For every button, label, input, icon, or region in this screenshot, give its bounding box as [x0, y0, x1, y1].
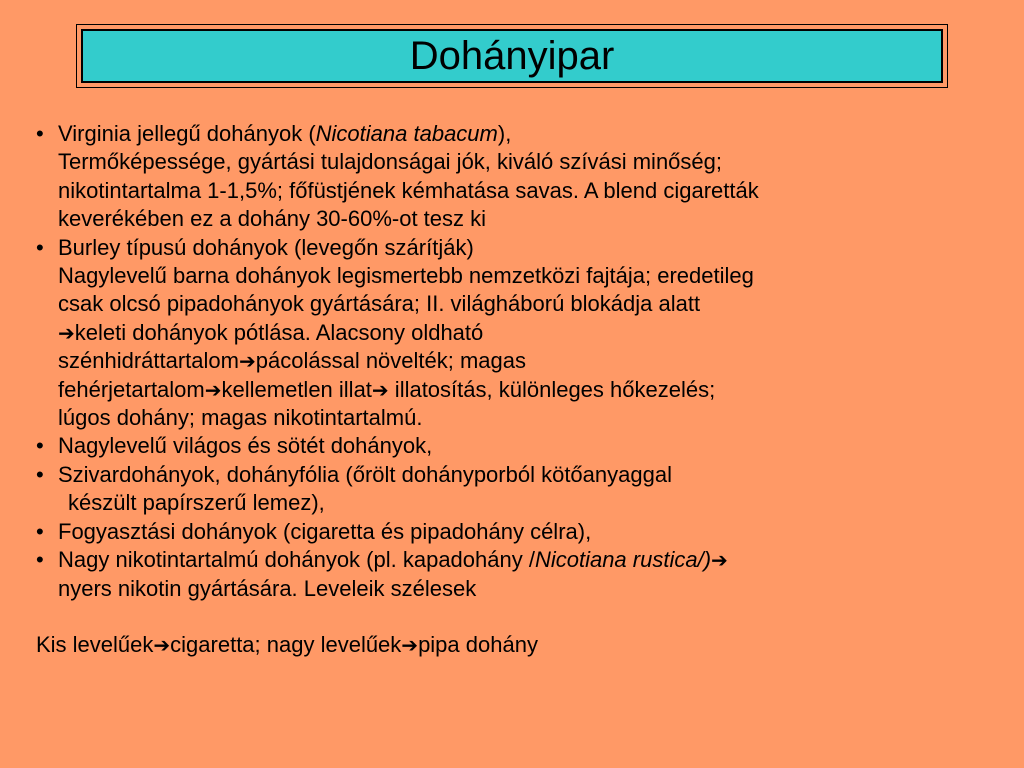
bullet-icon: •	[36, 518, 44, 544]
title-banner	[81, 29, 943, 83]
bullet-item-burley	[36, 234, 996, 433]
item-line: fehérjetartalom➔kellemetlen illat➔ illatosítás, különleges hőkezelés;	[58, 376, 716, 402]
bullet-item-fogyasztasi	[36, 518, 996, 546]
arrow-right-icon: ➔	[371, 377, 389, 402]
item-line: készült papírszerű lemez),	[68, 490, 325, 516]
title-frame	[76, 24, 948, 88]
spacer	[36, 603, 996, 631]
item-line: Nagylevelű barna dohányok legismertebb nemzetközi fajtája; eredetileg	[58, 263, 754, 289]
arrow-right-icon: ➔	[58, 320, 75, 345]
item-line: nikotintartalma 1-1,5%; főfüstjének kémhatása savas. A blend cigaretták	[58, 177, 759, 203]
arrow-right-icon: ➔	[711, 548, 728, 573]
slide-title: Dohányipar	[409, 34, 615, 78]
item-line: Virginia jellegű dohányok (Nicotiana tabacum),	[58, 121, 512, 146]
item-line: Termőképessége, gyártási tulajdonságai jók, kiváló szívási minőség;	[58, 149, 722, 175]
item-line: Szivardohányok, dohányfólia (őrölt dohányporból kötőanyaggal	[58, 461, 672, 487]
bullet-item-szivar	[36, 461, 996, 518]
bullet-icon: •	[36, 121, 44, 146]
slide-body	[36, 120, 996, 660]
item-line: Nagy nikotintartalmú dohányok (pl. kapadohány /Nicotiana rustica/)➔	[58, 547, 728, 573]
bullet-item-nagyleveli	[36, 432, 996, 460]
item-line: lúgos dohány; magas nikotintartalmú.	[58, 405, 423, 431]
item-line: ➔keleti dohányok pótlása. Alacsony oldható	[58, 319, 484, 345]
bullet-icon: •	[36, 433, 44, 459]
bullet-item-nikotin	[36, 546, 996, 603]
latin-name: Nicotiana rustica/)	[534, 547, 712, 573]
bullet-item-virginia	[36, 120, 996, 234]
item-line: Burley típusú dohányok (levegőn szárítják)	[58, 234, 474, 260]
latin-name: Nicotiana tabacum	[315, 121, 498, 146]
arrow-right-icon: ➔	[401, 633, 419, 658]
bullet-icon: •	[36, 547, 44, 573]
arrow-right-icon: ➔	[153, 633, 171, 658]
item-line: nyers nikotin gyártására. Leveleik szélesek	[58, 575, 477, 601]
item-line: szénhidráttartalom➔pácolással növelték; magas	[58, 348, 527, 374]
item-line: Fogyasztási dohányok (cigaretta és pipadohány célra),	[58, 518, 592, 544]
bullet-icon: •	[36, 234, 44, 260]
item-line: Nagylevelű világos és sötét dohányok,	[58, 433, 433, 459]
bullet-icon: •	[36, 461, 44, 487]
arrow-right-icon: ➔	[204, 377, 222, 402]
arrow-right-icon: ➔	[238, 349, 256, 374]
summary-line: Kis levelűek➔cigaretta; nagy levelűek➔pipa dohány	[36, 632, 538, 658]
item-line: csak olcsó pipadohányok gyártására; II. világháború blokádja alatt	[58, 291, 701, 317]
item-line: keverékében ez a dohány 30-60%-ot tesz ki	[58, 206, 487, 232]
